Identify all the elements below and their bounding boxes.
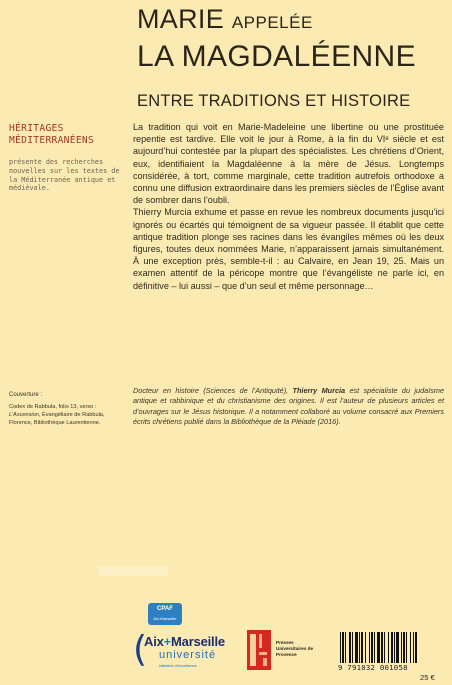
- series-name: [9, 123, 127, 147]
- pup-logo-text: Presses Universitaires de Provence: [276, 640, 314, 657]
- blurb-paragraph-2: Thierry Murcia exhume et passe en revue les nombreux documents jusqu’ici ignorés ou écartés qui témoignent de sa vigueur passée. Il établit que cette antique tradition plonge ses racines dans les évangiles mêmes où les deux figures, toutes deux nommées Marie, n’apparaissent jamais simultanément. À une exception près, semble-t-il : au Calvaire, en Jean 19, 25. Mais un examen attentif de la péricope montre que l’évangéliste ne parle ici, en définitive – lui aussi – que d’un seul et même personnage…: [133, 207, 444, 291]
- cover-credit-text: [9, 403, 121, 427]
- title-appelee: APPELÉE: [231, 13, 313, 32]
- amu-plus-icon: +: [163, 634, 172, 649]
- title-line-2: LA MAGDALÉENNE: [137, 40, 417, 73]
- bio-author: Thierry Murcia: [292, 386, 346, 395]
- cpaf-logo-subtext: Aix-Marseille: [153, 616, 177, 621]
- series-description: présente des recherches nouvelles sur les textes de la Méditerranée antique et médiévale.: [9, 158, 120, 193]
- cpaf-logo: [148, 603, 182, 625]
- cpaf-logo-text: CPAF: [157, 606, 173, 612]
- series-name-line-1: HÉRITAGES: [9, 123, 64, 134]
- pup-logo-icon: [247, 630, 271, 670]
- credit-text-a: Codex de Rabbula, folio 13, verso :: [9, 404, 97, 410]
- credit-text-italic: L’Ascension: [9, 412, 39, 418]
- amu-logo-tagline: Initiative d'excellence: [159, 663, 197, 668]
- blurb-p1-start: La tradition qui voit en Marie-Madeleine une libertine ou une prostituée repentie est tardive. Elle voit le jour à Rome, à la fin du VI: [133, 122, 444, 145]
- blurb-p1-superscript: e: [385, 136, 389, 143]
- price: 25 €: [420, 673, 435, 682]
- amu-logo-name: [144, 634, 225, 649]
- author-bio: [133, 386, 444, 427]
- amu-name-aix: Aix: [144, 634, 164, 649]
- barcode-number: 9 791032 001058: [338, 663, 444, 672]
- blurb-p1-end: siècle et est aujourd’hui contestée par la plupart des spécialistes. Les chrétiens d’Orient, eux, identifiaient la Magdaléenne à la mère de Jésus. Longtemps considérée, à tort, comme marginale, cette tradition autrefois orthodoxe a connu une diffusion extraordinaire dans les premiers siècles de l’Église avant de sombrer dans l’oubli.: [133, 134, 444, 206]
- title-marie: MARIE: [137, 4, 225, 34]
- bio-before: Docteur en histoire (Sciences de l’Antiquité),: [133, 386, 293, 395]
- cover-credit-title: Couverture :: [9, 392, 43, 398]
- amu-name-marseille: Marseille: [171, 634, 225, 649]
- amu-brace-icon: (: [133, 629, 148, 670]
- blurb: [133, 121, 444, 292]
- amu-logo: [133, 631, 245, 671]
- series-name-line-2: MÉDITERRANÉENS: [9, 135, 95, 146]
- title-line-1: [137, 4, 313, 35]
- amu-logo-universite: université: [159, 649, 217, 661]
- blurb-paragraph-1: [133, 121, 444, 206]
- credit-text-b: , Évangéliaire de Rabbula, Florence, Bibliothèque Laurentienne.: [9, 412, 105, 426]
- faint-strip: [98, 566, 168, 576]
- subtitle: ENTRE TRADITIONS ET HISTOIRE: [137, 92, 411, 110]
- bio-after: est spécialiste du judaïsme antique et rabbinique et du christianisme des origines. Il est l’auteur de plusieurs articles et d’ouvrages sur le Jésus historique. Il a notamment collaboré au volume consacré aux Premiers écrits chrétiens publié dans la Bibliothèque de la Pléiade (2016).: [133, 386, 445, 426]
